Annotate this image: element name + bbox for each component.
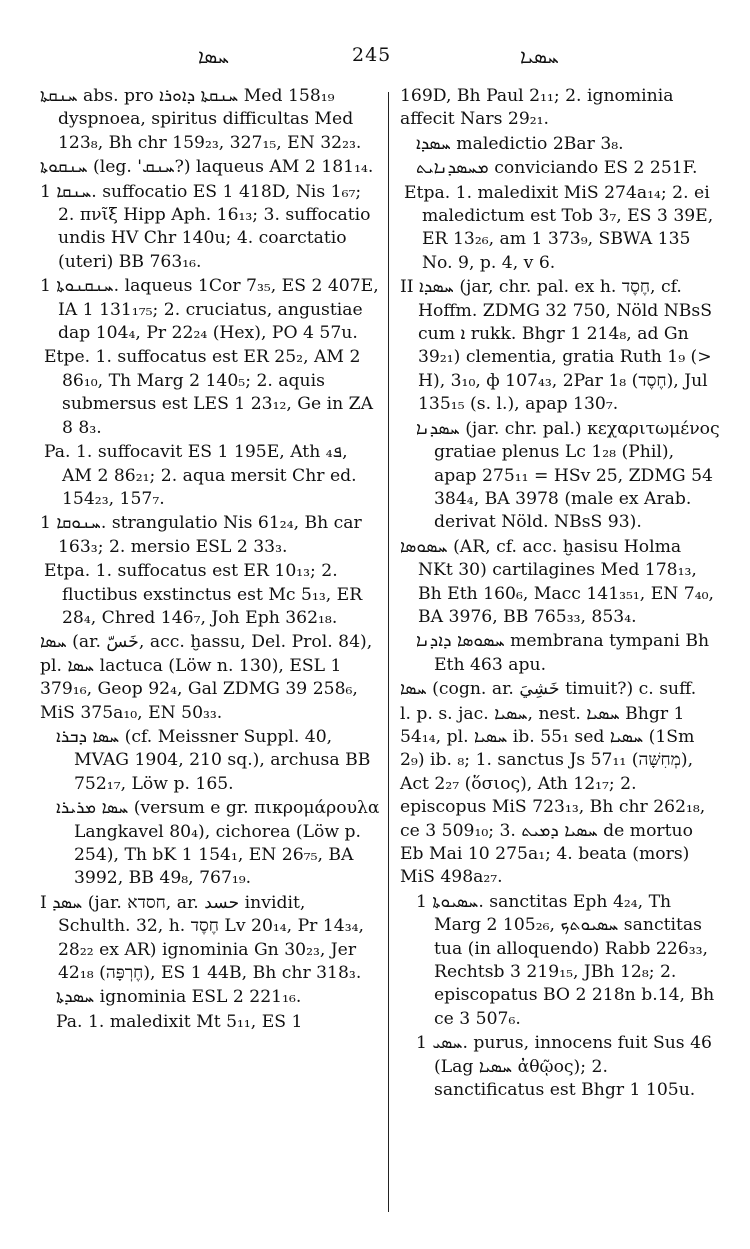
dictionary-entry: ܚܢܘܩܐ 1. strangulatio Nis 61₂₄, Bh car 163₃; 2. mersio ESL 2 33₃. (40, 513, 362, 557)
header-left-word: ܚܣܐ (198, 44, 230, 68)
column-divider (388, 92, 389, 1212)
dictionary-entry: ܚܣܐ (cogn. ar. خَشِيَ timuit?) c. suff. (400, 679, 697, 700)
dictionary-entry: Etpe. 1. suffocatus est ER 25₂, AM 2 86₁₀, Th Marg 2 140₅; 2. aquis submersus est LES 1 23₁₂, Ge in ZA 8 8₃. (44, 347, 374, 438)
left-column (40, 85, 380, 1035)
dictionary-entry: Etpa. 1. suffocatus est ER 10₁₃; 2. fluctibus exstinctus est Mc 5₁₃, ER 28₄, Chred 146₇, Joh Eph 362₁₈. (44, 561, 363, 628)
dictionary-entry: ܚܣܘܣܐ ܕܐܕܢܐ membrana tympani Bh Eth 463 apu. (416, 631, 710, 675)
dictionary-entry: ܚܣܐ ܡܪܝܪܐ (versum e gr. πικρομάρουλα Langkavel 80₄), cichorea (Löw p. 254), Th bK 1 154₁, EN 26₇₅, BA 3992, BB 49₈, 767₁₉. (56, 798, 380, 889)
dictionary-entry: ܚܢܩܘܬܐ (leg. 'ܚܢܩ?) laqueus AM 2 181₁₄. (40, 157, 374, 178)
dictionary-entry: Pa. 1. maledixit Mt 5₁₁, ES 1 (56, 1011, 303, 1032)
dictionary-entry: Pa. 1. suffocavit ES 1 195E, Ath ܦ₄, AM 2 86₂₁; 2. aqua mersit Chr ed. 154₂₃, 157₇. (44, 442, 357, 509)
dictionary-entry: ܡܚܣܕܢܐܝܬ conviciando ES 2 251F. (416, 158, 698, 179)
dictionary-entry: ܚܣܐ (ar. خَسّ, acc. ḫassu, Del. Prol. 84), pl. ܚܣܐ lactuca (Löw n. 130), ESL 1 379₁₆, Geop 92₄, Gal ZDMG 39 258₆, MiS 375a₁₀, EN 50₃₃. (40, 632, 373, 723)
dictionary-entry: ܚܢܩܐ 1. suffocatio ES 1 418D, Nis 1₆₇; 2. πνῖξ Hipp Aph. 16₁₃; 3. suffocatio undis HV Chr 140u; 4. coarctatio (uteri) BB 763₁₆. (40, 181, 371, 272)
right-column (400, 85, 720, 1103)
dictionary-entry: 169D, Bh Paul 2₁₁; 2. ignominia affecit Nars 29₂₁. (400, 86, 674, 130)
dictionary-entry: ܚܣܕܢܐ (jar. chr. pal.) κεχαριτωμένος gratiae plenus Lc 1₂₈ (Phil), apap 275₁₁ = HSv 25, ZDMG 54 384₄, BA 3978 (male ex Arab. derivat Nöld. NBsS 93). (416, 418, 720, 533)
dictionary-entry: Etpa. 1. maledixit MiS 274a₁₄; 2. ei maledictum est Tob 3₇, ES 3 39E, ER 13₂₆, am 1 373₉, SBWA 135 No. 9, p. 4, v 6. (404, 182, 714, 273)
header-right-word: ܚܣܝܐ (520, 44, 559, 68)
dictionary-entry: ܚܣܕܐ maledictio 2Bar 3₈. (416, 133, 624, 154)
dictionary-entry: ܚܣܘܣܐ (AR, cf. acc. ḫasisu Holma NKt 30) cartilagines Med 178₁₃, Bh Eth 160₆, Macc 141₃₅₁, EN 7₄₀, BA 3976, BB 765₃₃, 853₄. (400, 536, 714, 627)
dictionary-entry: I ܚܣܕ (jar. חסדא, ar. حسد invidit, Schulth. 32, h. חֶסֶד Lv 20₁₄, Pr 14₃₄, 28₂₂ ex AR) ignominia Gn 30₂₃, Jer 42₁₈ (חֶרְפָּה), ES 1 44B, Bh chr 318₃. (40, 892, 364, 984)
dictionary-entry: l. p. s. jac. ܚܣܝܐ, nest. ܚܣܝܐ Bhgr 1 54₁₄, pl. ܚܣܝܐ ib. 55₁ sed ܚܣܝܐ (1Sm 2₉) ib. ₈; 1. sanctus Js 57₁₁ (מְחִשָּׁה), Act 2₂₇ (ὅσιος), Ath 12₁₇; 2. episcopus MiS 723₁₃, Bh chr 262₁₈, ce 3 509₁₀; 3. ܚܣܝܐ ܕܡܝܬ de mortuo Eb Mai 10 275a₁; 4. beata (mors) MiS 498a₂₇. (400, 703, 706, 888)
dictionary-entry: ܚܣܐ ܕܒܪܐ (cf. Meissner Suppl. 40, MVAG 1904, 210 sq.), archusa BB 752₁₇, Löw p. 165. (56, 726, 371, 794)
dictionary-entry: ܚܢܩܬܐ abs. pro ܚܢܩܬܐ ܕܐܘܪܐ Med 158₁₉ dyspnoea, spiritus difficultas Med 123₈, Bh chr 159₂₃, 327₁₅, EN 32₂₃. (40, 86, 362, 153)
dictionary-entry: ܚܣܕܬܐ ignominia ESL 2 221₁₆. (56, 987, 302, 1008)
dictionary-entry: ܚܣܝ 1. purus, innocens fuit Sus 46 (Lag ܚܣܝܐ ἀθῷος); 2. sanctificatus est Bhgr 1 105u. (416, 1033, 712, 1101)
dictionary-entry: II ܚܣܕܐ (jar, chr. pal. ex h. חֶסֶד, cf. Hoffm. ZDMG 32 750, Nöld NBsS cum ܐ rukk. Bhgr 1 214₈, ad Gn 39₂₁) clementia, gratia Ruth 1₉ (> H), 3₁₀, ф 107₄₃, 2Par 1₈ (חֶסֶד), Jul 135₁₅ (s. l.), apap 130₇. (400, 277, 712, 415)
running-header (0, 44, 750, 74)
page-number: 245 (352, 44, 392, 66)
dictionary-entry: ܚܢܩܢܘܬܐ 1. laqueus 1Cor 7₃₅, ES 2 407E, IA 1 131₁₇₅; 2. cruciatus, angustiae dap 104₄, Pr 22₂₄ (Hex), PO 4 57u. (40, 276, 379, 344)
dictionary-entry: ܚܣܝܘܬܐ 1. sanctitas Eph 4₂₄, Th Marg 2 105₂₆, ܚܣܝܘܬܟ sanctitas tua (in alloquendo) Rabb 226₃₃, Rechtsb 3 219₁₅, JBh 12₈; 2. episcopatus BO 2 218n b.14, Bh ce 3 507₆. (416, 891, 715, 1029)
